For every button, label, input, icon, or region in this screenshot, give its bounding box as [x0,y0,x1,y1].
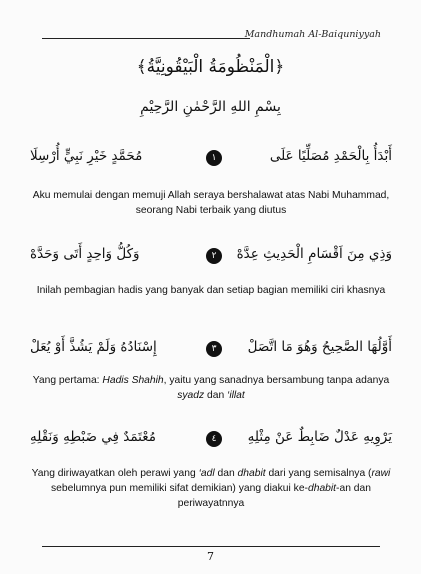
translation-text: , yaitu yang sanadnya bersambung tanpa adanya [163,375,390,386]
verse-2-number-badge: ٢ [206,248,222,264]
verse-2-translation: Inilah pembagian hadis yang banyak dan setiap bagian memiliki ciri khasnya [36,285,386,296]
translation-term: dhabit [307,483,337,494]
translation-term: rawi [371,468,391,479]
verse-2-second-hemistich: وَكُلُّ وَاحِدٍ أَتَى وَحَدَّهْ [30,246,140,262]
verse-1-translation: Aku memulai dengan memuji Allah seraya bershalawat atas Nabi Muhammad, seorang Nabi terbaik yang diutus [32,190,390,216]
verse-1-first-hemistich: أَبْدَأُ بِالْحَمْدِ مُصَلِّيًا عَلَى [269,148,392,164]
translation-text: dan [214,468,238,479]
verse-4 [30,429,392,455]
verse-1-number-badge: ١ [206,150,222,166]
verse-4-second-hemistich: مُعْتَمَدٌ فِي ضَبْطِهِ وَنَقْلِهِ [30,429,156,445]
translation-text: -an dan periwayatnnya [177,483,371,509]
verse-3-translation [30,373,392,403]
verse-4-translation [30,466,392,511]
translation-text: Yang diriwayatkan oleh perawi yang [31,468,199,479]
translation-text: sebelumnya pun memiliki sifat demikian) yang diakui ke- [51,483,308,494]
basmala: بِسْمِ اللهِ الرَّحْمٰنِ الرَّحِيْمِ [140,99,281,115]
translation-term: syadz [177,390,205,401]
running-header: Mandhumah Al-Baiquniyyah [244,29,381,40]
verse-4-first-hemistich: يَرْوِيهِ عَدْلٌ ضَابِطٌ عَنْ مِثْلِهِ [247,429,392,445]
translation-term: ‘adl [198,468,215,479]
arabic-book-title: ﴿الْمَنْظُومَةُ الْبَيْقُونِيَّةُ﴾ [136,57,285,77]
verse-4-number-badge: ٤ [206,431,222,447]
header-rule [42,38,250,39]
translation-term: dhabit [237,468,266,479]
translation-text: dan [204,390,228,401]
verse-3-first-hemistich: أَوَّلُهَا الصَّحِيحُ وَهُوَ مَا اتَّصَلْ [247,339,392,355]
translation-term: ‘illat [227,390,245,401]
verse-3-number-badge: ٣ [206,341,222,357]
footer-rule [42,546,380,547]
page-number: 7 [207,550,214,563]
translation-text: Yang pertama: [32,375,103,386]
verse-3 [30,339,392,365]
verse-3-second-hemistich: إِسْنَادُهُ وَلَمْ يَشُذَّ أَوْ يُعَلْ [30,339,157,355]
translation-term: Hadis Shahih [102,375,164,386]
translation-text: dari yang semisalnya ( [265,468,372,479]
verse-1 [30,148,392,174]
verse-2-first-hemistich: وَذِي مِنَ اَقْسَامِ الْحَدِيثِ عِدَّهْ [236,246,392,262]
verse-2 [30,246,392,272]
verse-1-second-hemistich: مُحَمَّدٍ خَيْرِ نَبِيٍّ أُرْسِلَا [30,148,143,164]
